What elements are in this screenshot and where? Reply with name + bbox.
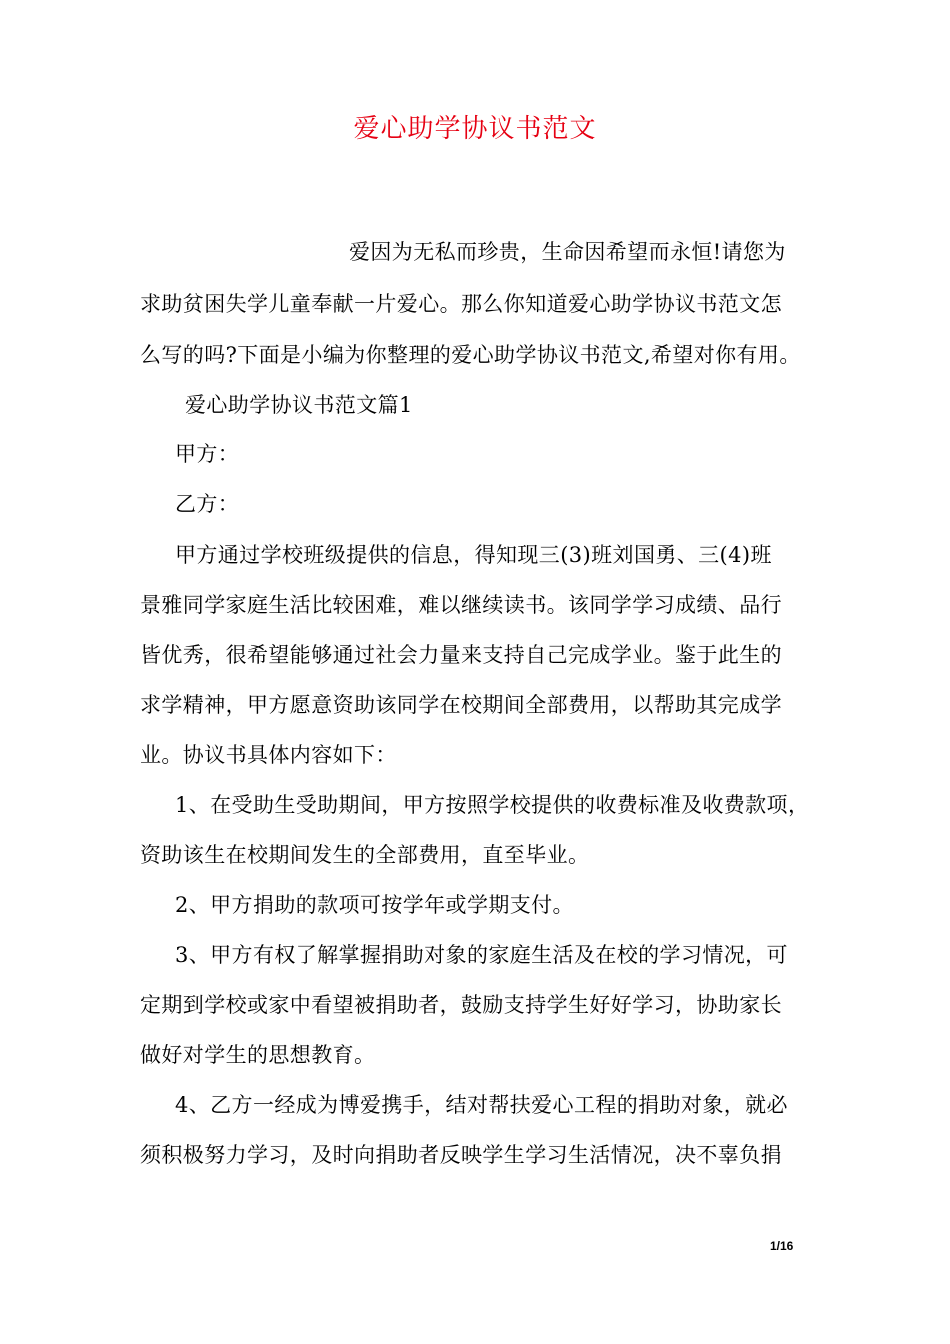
body-line: 皆优秀，很希望能够通过社会力量来支持自己完成学业。鉴于此生的 <box>140 643 782 667</box>
party-b-label: 乙方： <box>175 492 240 516</box>
body-line: 甲方通过学校班级提供的信息，得知现三(3)班刘国勇、三(4)班 <box>175 543 772 567</box>
body-line: 定期到学校或家中看望被捐助者，鼓励支持学生好好学习，协助家长 <box>140 993 782 1017</box>
body-line: 业。协议书具体内容如下： <box>140 743 397 767</box>
body-line: 求学精神，甲方愿意资助该同学在校期间全部费用，以帮助其完成学 <box>140 693 782 717</box>
clause-1: 1、在受助生受助期间，甲方按照学校提供的收费标准及收费款项， <box>175 793 810 817</box>
body-line: 做好对学生的思想教育。 <box>140 1043 376 1067</box>
body-line: 求助贫困失学儿童奉献一片爱心。那么你知道爱心助学协议书范文怎 <box>140 292 782 316</box>
document-title: 爱心助学协议书范文 <box>353 114 597 144</box>
clause-3: 3、甲方有权了解掌握捐助对象的家庭生活及在校的学习情况，可 <box>175 943 788 967</box>
section-heading: 爱心助学协议书范文篇1 <box>185 393 413 417</box>
body-line: 爱因为无私而珍贵，生命因希望而永恒!请您为 <box>349 240 786 264</box>
party-a-label: 甲方： <box>175 442 240 466</box>
body-line: 资助该生在校期间发生的全部费用，直至毕业。 <box>140 843 590 867</box>
clause-4: 4、乙方一经成为博爱携手，结对帮扶爱心工程的捐助对象，就必 <box>175 1093 788 1117</box>
page-number: 1/16 <box>770 1239 794 1253</box>
clause-2: 2、甲方捐助的款项可按学年或学期支付。 <box>175 893 574 917</box>
body-line: 景雅同学家庭生活比较困难，难以继续读书。该同学学习成绩、品行 <box>140 593 782 617</box>
body-line: 么写的吗?下面是小编为你整理的爱心助学协议书范文,希望对你有用。 <box>140 343 801 367</box>
body-line: 须积极努力学习，及时向捐助者反映学生学习生活情况，决不辜负捐 <box>140 1143 782 1167</box>
